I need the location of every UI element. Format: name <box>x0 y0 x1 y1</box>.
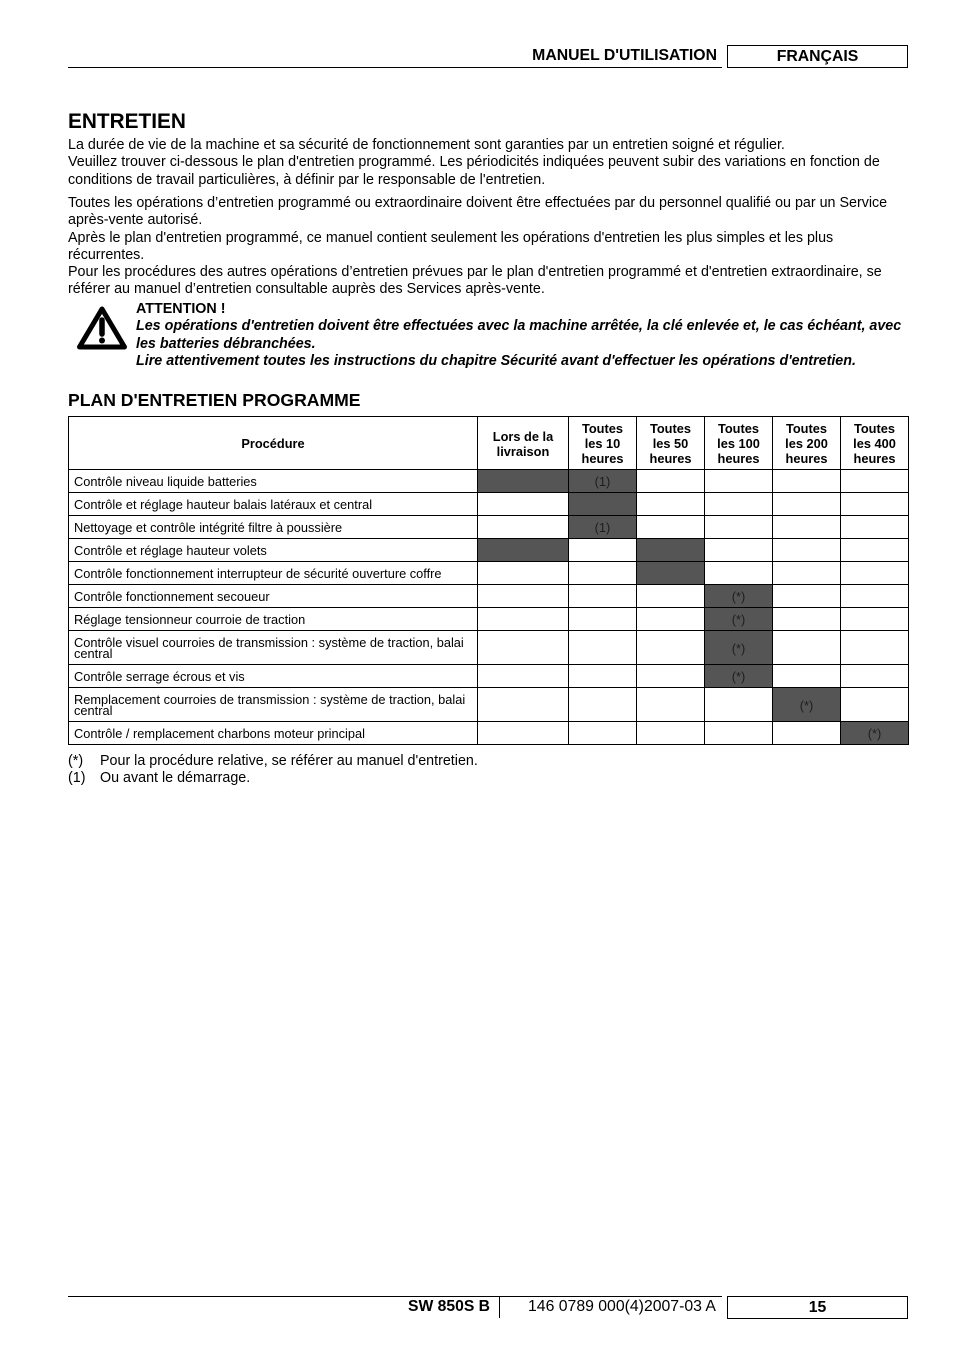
schedule-cell <box>773 470 841 493</box>
paragraph-line: Veuillez trouver ci-dessous le plan d'entretien programmé. Les périodicités indiquées peuvent subir des variations en fonction de <box>68 154 880 171</box>
table-row <box>69 688 909 722</box>
schedule-cell <box>773 516 841 539</box>
manual-title: MANUEL D'UTILISATION <box>532 47 717 64</box>
column-header-interval <box>637 417 705 470</box>
column-header-line: heures <box>649 451 692 466</box>
schedule-cell <box>841 665 909 688</box>
schedule-cell <box>569 722 637 745</box>
table-row <box>69 722 909 745</box>
schedule-cell-shaded <box>637 562 705 585</box>
model-name: SW 850S B <box>408 1298 490 1315</box>
schedule-cell <box>705 688 773 722</box>
schedule-cell <box>773 562 841 585</box>
schedule-cell <box>637 493 705 516</box>
procedure-cell: Contrôle et réglage hauteur balais latéraux et central <box>69 493 478 516</box>
column-header-line: Lors de la <box>492 428 554 444</box>
table-row <box>69 493 909 516</box>
schedule-cell <box>478 665 569 688</box>
schedule-cell <box>637 688 705 722</box>
header-rule <box>68 67 722 68</box>
schedule-cell-shaded: (1) <box>569 516 637 539</box>
schedule-cell <box>569 562 637 585</box>
page-number: 15 <box>727 1296 908 1319</box>
schedule-cell <box>841 562 909 585</box>
schedule-cell <box>637 516 705 539</box>
schedule-cell <box>705 493 773 516</box>
column-header-line: les 10 <box>584 436 621 451</box>
table-row <box>69 516 909 539</box>
schedule-cell <box>637 585 705 608</box>
schedule-cell <box>569 585 637 608</box>
column-header-line: livraison <box>496 443 550 459</box>
column-header-line: Toutes <box>786 421 827 436</box>
maintenance-schedule-table <box>68 416 909 745</box>
schedule-cell <box>478 631 569 665</box>
schedule-cell <box>569 631 637 665</box>
warning-line: Lire attentivement toutes les instructions du chapitre Sécurité avant d'effectuer les opérations d'entretien. <box>136 352 856 369</box>
schedule-cell <box>841 493 909 516</box>
section-title: ENTRETIEN <box>68 110 186 133</box>
intro-paragraph-2 <box>68 195 887 299</box>
footer-separator <box>499 1296 500 1318</box>
schedule-cell <box>478 493 569 516</box>
schedule-cell <box>637 722 705 745</box>
procedure-cell: Réglage tensionneur courroie de traction <box>69 608 478 631</box>
procedure-cell: Contrôle fonctionnement interrupteur de sécurité ouverture coffre <box>69 562 478 585</box>
column-header-line: heures <box>853 451 896 466</box>
table-row <box>69 585 909 608</box>
schedule-cell <box>841 539 909 562</box>
paragraph-line: La durée de vie de la machine et sa sécurité de fonctionnement sont garanties par un entretien soigné et régulier. <box>68 137 785 153</box>
schedule-cell <box>478 516 569 539</box>
schedule-cell <box>705 516 773 539</box>
table-row <box>69 665 909 688</box>
paragraph-line: récurrentes. <box>68 246 145 263</box>
column-header-line: heures <box>581 451 624 466</box>
column-header-interval <box>841 417 909 470</box>
schedule-cell-shaded <box>478 539 569 562</box>
table-row <box>69 608 909 631</box>
warning-heading: ATTENTION ! <box>136 301 226 317</box>
schedule-cell <box>637 608 705 631</box>
schedule-cell <box>705 470 773 493</box>
schedule-cell <box>637 470 705 493</box>
column-header-interval <box>569 417 637 470</box>
column-header-interval <box>705 417 773 470</box>
footnote-text: Pour la procédure relative, se référer au manuel d'entretien. <box>100 753 478 769</box>
procedure-cell: Contrôle et réglage hauteur volets <box>69 539 478 562</box>
column-header-line: Toutes <box>582 421 623 436</box>
footnote-text: Ou avant le démarrage. <box>100 770 251 787</box>
schedule-heading: PLAN D'ENTRETIEN PROGRAMME <box>68 390 361 410</box>
schedule-cell <box>637 665 705 688</box>
table-body <box>69 470 909 745</box>
column-header-procedure <box>69 417 478 470</box>
schedule-cell <box>773 539 841 562</box>
column-header-line: heures <box>785 451 828 466</box>
schedule-cell <box>569 688 637 722</box>
procedure-cell: Nettoyage et contrôle intégrité filtre à poussière <box>69 516 478 539</box>
procedure-cell: Remplacement courroies de transmission : système de traction, balai central <box>69 688 478 722</box>
column-header-line: Toutes <box>718 421 759 436</box>
schedule-cell-shaded: (*) <box>705 631 773 665</box>
paragraph-line: conditions de travail particulières, à définir par le responsable de l'entretien. <box>68 171 546 188</box>
schedule-cell <box>637 631 705 665</box>
paragraph-line: Toutes les opérations d’entretien programmé ou extraordinaire doivent être effectuées par du personnel qualifié ou par un Service <box>68 195 888 211</box>
schedule-cell <box>705 562 773 585</box>
schedule-cell <box>841 608 909 631</box>
table-header-row <box>69 417 909 470</box>
paragraph-line: Après le plan d'entretien programmé, ce manuel contient seulement les opérations d'entretien les plus simples et les plus <box>68 229 834 246</box>
schedule-cell <box>569 665 637 688</box>
document-code: 146 0789 000(4)2007-03 A <box>528 1298 716 1315</box>
column-header-line: les 400 <box>853 436 896 451</box>
column-header-line: heures <box>717 451 760 466</box>
column-header-line: Procédure <box>241 436 305 451</box>
procedure-cell: Contrôle / remplacement charbons moteur principal <box>69 722 478 745</box>
schedule-cell-shaded: (1) <box>569 470 637 493</box>
procedure-cell: Contrôle visuel courroies de transmission : système de traction, balai central <box>69 631 478 665</box>
schedule-cell-shaded: (*) <box>841 722 909 745</box>
schedule-cell <box>478 722 569 745</box>
language-box: FRANÇAIS <box>727 45 908 68</box>
schedule-cell <box>841 631 909 665</box>
schedule-cell-shaded <box>637 539 705 562</box>
schedule-cell-shaded: (*) <box>705 665 773 688</box>
footnote-symbol: (*) <box>68 753 84 769</box>
warning-line: les batteries débranchées. <box>136 335 316 352</box>
schedule-cell <box>773 608 841 631</box>
column-header-interval <box>773 417 841 470</box>
schedule-cell <box>773 665 841 688</box>
column-header-line: les 50 <box>652 436 689 451</box>
schedule-cell <box>478 562 569 585</box>
schedule-cell <box>773 585 841 608</box>
paragraph-line: référer au manuel d’entretien consultable auprès des Services après-vente. <box>68 281 545 298</box>
table-row <box>69 631 909 665</box>
warning-line: Les opérations d'entretien doivent être effectuées avec la machine arrêtée, la clé enlevée et, le cas échéant, avec <box>136 318 902 335</box>
schedule-cell <box>773 722 841 745</box>
procedure-cell: Contrôle niveau liquide batteries <box>69 470 478 493</box>
schedule-cell-shaded <box>478 470 569 493</box>
schedule-cell <box>478 585 569 608</box>
schedule-cell <box>773 493 841 516</box>
schedule-cell <box>705 539 773 562</box>
warning-text <box>136 318 901 370</box>
schedule-cell <box>569 608 637 631</box>
schedule-cell-shaded: (*) <box>705 608 773 631</box>
schedule-cell <box>705 722 773 745</box>
schedule-cell <box>569 539 637 562</box>
procedure-cell: Contrôle fonctionnement secoueur <box>69 585 478 608</box>
column-header-line: Toutes <box>854 421 895 436</box>
warning-triangle-icon <box>76 305 128 351</box>
schedule-cell <box>841 688 909 722</box>
schedule-cell-shaded <box>569 493 637 516</box>
column-header-line: les 200 <box>785 436 828 451</box>
schedule-cell <box>841 516 909 539</box>
schedule-cell <box>841 470 909 493</box>
table-row <box>69 470 909 493</box>
paragraph-line: Pour les procédures des autres opérations d’entretien prévues par le plan d'entretien programmé et d'entretien extraordinaire, se <box>68 264 882 281</box>
column-header-interval <box>478 417 569 470</box>
schedule-cell <box>478 688 569 722</box>
schedule-cell-shaded: (*) <box>773 688 841 722</box>
column-header-line: Toutes <box>650 421 691 436</box>
schedule-cell <box>841 585 909 608</box>
procedure-cell: Contrôle serrage écrous et vis <box>69 665 478 688</box>
intro-paragraph-1 <box>68 137 880 189</box>
schedule-cell <box>478 608 569 631</box>
paragraph-line: après-vente autorisé. <box>68 212 203 229</box>
warning-block <box>136 301 901 370</box>
table-row <box>69 562 909 585</box>
column-header-line: les 100 <box>717 436 760 451</box>
footnote-symbol: (1) <box>68 770 86 787</box>
schedule-cell-shaded: (*) <box>705 585 773 608</box>
schedule-cell <box>773 631 841 665</box>
table-row <box>69 539 909 562</box>
